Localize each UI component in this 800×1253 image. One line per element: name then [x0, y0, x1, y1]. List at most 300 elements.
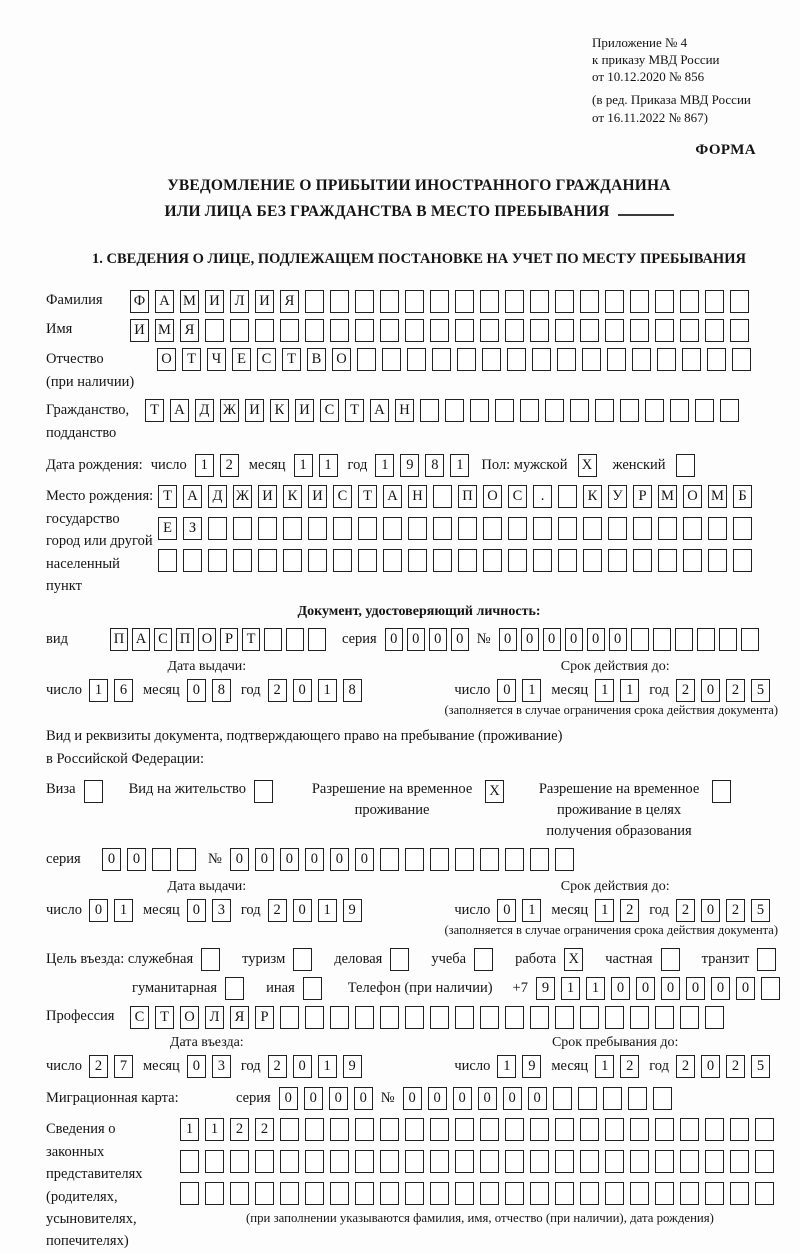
- char-box[interactable]: Ж: [233, 485, 252, 508]
- char-box[interactable]: Б: [733, 485, 752, 508]
- char-box[interactable]: З: [183, 517, 202, 540]
- char-box[interactable]: [333, 549, 352, 572]
- char-box[interactable]: [383, 549, 402, 572]
- char-box[interactable]: И: [255, 290, 274, 313]
- char-box[interactable]: [308, 549, 327, 572]
- visa-checkbox[interactable]: [84, 780, 103, 803]
- char-box[interactable]: 2: [89, 1055, 108, 1078]
- purpose-private-checkbox[interactable]: [661, 948, 680, 971]
- char-box[interactable]: [470, 399, 489, 422]
- char-box[interactable]: [582, 348, 601, 371]
- char-box[interactable]: [255, 1182, 274, 1205]
- char-box[interactable]: Л: [205, 1006, 224, 1029]
- char-box[interactable]: [430, 319, 449, 342]
- purpose-official-checkbox[interactable]: [201, 948, 220, 971]
- char-box[interactable]: [445, 399, 464, 422]
- char-box[interactable]: И: [205, 290, 224, 313]
- char-box[interactable]: [732, 348, 751, 371]
- char-box[interactable]: [520, 399, 539, 422]
- char-box[interactable]: [330, 290, 349, 313]
- char-box[interactable]: [205, 319, 224, 342]
- char-box[interactable]: [205, 1182, 224, 1205]
- char-box[interactable]: [430, 1118, 449, 1141]
- char-box[interactable]: [380, 1182, 399, 1205]
- char-box[interactable]: 0: [428, 1087, 447, 1110]
- char-box[interactable]: К: [270, 399, 289, 422]
- char-box[interactable]: [433, 517, 452, 540]
- char-box[interactable]: [455, 290, 474, 313]
- char-box[interactable]: [680, 1118, 699, 1141]
- char-box[interactable]: [283, 549, 302, 572]
- sex-female-checkbox[interactable]: [676, 454, 695, 477]
- char-box[interactable]: [533, 517, 552, 540]
- char-box[interactable]: [530, 319, 549, 342]
- char-box[interactable]: 2: [726, 899, 745, 922]
- char-box[interactable]: [358, 517, 377, 540]
- char-box[interactable]: [557, 348, 576, 371]
- char-box[interactable]: О: [683, 485, 702, 508]
- char-box[interactable]: 1: [595, 679, 614, 702]
- char-box[interactable]: 0: [587, 628, 605, 651]
- char-box[interactable]: С: [257, 348, 276, 371]
- char-box[interactable]: 5: [751, 899, 770, 922]
- char-box[interactable]: [480, 848, 499, 871]
- char-box[interactable]: 2: [726, 1055, 745, 1078]
- char-box[interactable]: 0: [293, 899, 312, 922]
- char-box[interactable]: 1: [586, 977, 605, 1000]
- char-box[interactable]: [258, 549, 277, 572]
- char-box[interactable]: [530, 290, 549, 313]
- char-box[interactable]: [433, 549, 452, 572]
- char-box[interactable]: М: [658, 485, 677, 508]
- char-box[interactable]: [233, 517, 252, 540]
- char-box[interactable]: [730, 1182, 749, 1205]
- char-box[interactable]: 0: [304, 1087, 323, 1110]
- char-box[interactable]: Ж: [220, 399, 239, 422]
- char-box[interactable]: [630, 319, 649, 342]
- char-box[interactable]: 1: [522, 899, 541, 922]
- char-box[interactable]: Р: [255, 1006, 274, 1029]
- char-box[interactable]: [730, 319, 749, 342]
- purpose-study-checkbox[interactable]: [474, 948, 493, 971]
- char-box[interactable]: [632, 348, 651, 371]
- char-box[interactable]: 0: [497, 899, 516, 922]
- char-box[interactable]: [605, 1150, 624, 1173]
- char-box[interactable]: [358, 549, 377, 572]
- char-box[interactable]: 0: [280, 848, 299, 871]
- char-box[interactable]: [380, 848, 399, 871]
- char-box[interactable]: [355, 1118, 374, 1141]
- char-box[interactable]: [405, 1150, 424, 1173]
- char-box[interactable]: 0: [701, 899, 720, 922]
- char-box[interactable]: 9: [343, 1055, 362, 1078]
- char-box[interactable]: [177, 848, 196, 871]
- char-box[interactable]: [555, 290, 574, 313]
- char-box[interactable]: [670, 399, 689, 422]
- purpose-transit-checkbox[interactable]: [757, 948, 776, 971]
- char-box[interactable]: Я: [280, 290, 299, 313]
- char-box[interactable]: [633, 517, 652, 540]
- char-box[interactable]: М: [708, 485, 727, 508]
- char-box[interactable]: [455, 1118, 474, 1141]
- char-box[interactable]: 3: [212, 899, 231, 922]
- char-box[interactable]: [420, 399, 439, 422]
- char-box[interactable]: 1: [318, 679, 337, 702]
- char-box[interactable]: [532, 348, 551, 371]
- char-box[interactable]: [655, 319, 674, 342]
- char-box[interactable]: 0: [701, 1055, 720, 1078]
- char-box[interactable]: [355, 1182, 374, 1205]
- char-box[interactable]: 5: [751, 1055, 770, 1078]
- char-box[interactable]: О: [332, 348, 351, 371]
- char-box[interactable]: [580, 1006, 599, 1029]
- char-box[interactable]: [633, 549, 652, 572]
- char-box[interactable]: [433, 485, 452, 508]
- char-box[interactable]: [308, 628, 326, 651]
- char-box[interactable]: [355, 290, 374, 313]
- char-box[interactable]: [480, 1150, 499, 1173]
- char-box[interactable]: 0: [609, 628, 627, 651]
- char-box[interactable]: А: [183, 485, 202, 508]
- char-box[interactable]: 1: [318, 1055, 337, 1078]
- char-box[interactable]: В: [307, 348, 326, 371]
- char-box[interactable]: С: [320, 399, 339, 422]
- char-box[interactable]: [283, 517, 302, 540]
- char-box[interactable]: 2: [676, 679, 695, 702]
- char-box[interactable]: [333, 517, 352, 540]
- char-box[interactable]: 2: [230, 1118, 249, 1141]
- char-box[interactable]: [408, 549, 427, 572]
- char-box[interactable]: [730, 290, 749, 313]
- char-box[interactable]: [505, 319, 524, 342]
- char-box[interactable]: 0: [711, 977, 730, 1000]
- char-box[interactable]: 0: [407, 628, 425, 651]
- char-box[interactable]: 2: [620, 899, 639, 922]
- char-box[interactable]: А: [155, 290, 174, 313]
- char-box[interactable]: [308, 517, 327, 540]
- char-box[interactable]: [380, 290, 399, 313]
- char-box[interactable]: [555, 319, 574, 342]
- char-box[interactable]: 1: [318, 899, 337, 922]
- purpose-work-checkbox[interactable]: X: [564, 948, 583, 971]
- char-box[interactable]: [733, 549, 752, 572]
- char-box[interactable]: [505, 848, 524, 871]
- char-box[interactable]: 5: [751, 679, 770, 702]
- char-box[interactable]: Е: [232, 348, 251, 371]
- char-box[interactable]: [555, 1182, 574, 1205]
- char-box[interactable]: Р: [220, 628, 238, 651]
- char-box[interactable]: [305, 1182, 324, 1205]
- char-box[interactable]: [458, 517, 477, 540]
- char-box[interactable]: [533, 549, 552, 572]
- char-box[interactable]: [570, 399, 589, 422]
- char-box[interactable]: [655, 1006, 674, 1029]
- char-box[interactable]: [505, 290, 524, 313]
- char-box[interactable]: 1: [450, 454, 469, 477]
- char-box[interactable]: [405, 1182, 424, 1205]
- char-box[interactable]: [405, 848, 424, 871]
- char-box[interactable]: 0: [611, 977, 630, 1000]
- char-box[interactable]: 0: [478, 1087, 497, 1110]
- char-box[interactable]: [507, 348, 526, 371]
- char-box[interactable]: [620, 399, 639, 422]
- char-box[interactable]: [408, 517, 427, 540]
- char-box[interactable]: 2: [268, 1055, 287, 1078]
- char-box[interactable]: [180, 1182, 199, 1205]
- char-box[interactable]: 2: [220, 454, 239, 477]
- char-box[interactable]: Ф: [130, 290, 149, 313]
- char-box[interactable]: 0: [354, 1087, 373, 1110]
- char-box[interactable]: [708, 517, 727, 540]
- char-box[interactable]: [630, 1150, 649, 1173]
- char-box[interactable]: [483, 549, 502, 572]
- char-box[interactable]: Т: [145, 399, 164, 422]
- char-box[interactable]: [355, 1150, 374, 1173]
- char-box[interactable]: 0: [528, 1087, 547, 1110]
- char-box[interactable]: [455, 1182, 474, 1205]
- char-box[interactable]: 0: [305, 848, 324, 871]
- char-box[interactable]: 2: [620, 1055, 639, 1078]
- char-box[interactable]: [286, 628, 304, 651]
- char-box[interactable]: [683, 517, 702, 540]
- char-box[interactable]: [705, 1182, 724, 1205]
- char-box[interactable]: С: [130, 1006, 149, 1029]
- char-box[interactable]: [555, 1118, 574, 1141]
- char-box[interactable]: [280, 1006, 299, 1029]
- char-box[interactable]: [695, 399, 714, 422]
- char-box[interactable]: [608, 549, 627, 572]
- char-box[interactable]: [380, 1150, 399, 1173]
- char-box[interactable]: [330, 1118, 349, 1141]
- char-box[interactable]: [430, 1150, 449, 1173]
- char-box[interactable]: [407, 348, 426, 371]
- char-box[interactable]: [330, 1150, 349, 1173]
- char-box[interactable]: [705, 1006, 724, 1029]
- char-box[interactable]: [657, 348, 676, 371]
- char-box[interactable]: [357, 348, 376, 371]
- char-box[interactable]: Т: [182, 348, 201, 371]
- char-box[interactable]: [583, 549, 602, 572]
- char-box[interactable]: Е: [158, 517, 177, 540]
- char-box[interactable]: [705, 1118, 724, 1141]
- char-box[interactable]: [655, 1118, 674, 1141]
- char-box[interactable]: [580, 319, 599, 342]
- char-box[interactable]: [152, 848, 171, 871]
- char-box[interactable]: 9: [536, 977, 555, 1000]
- char-box[interactable]: С: [154, 628, 172, 651]
- char-box[interactable]: [355, 1006, 374, 1029]
- char-box[interactable]: [580, 290, 599, 313]
- char-box[interactable]: 3: [212, 1055, 231, 1078]
- char-box[interactable]: [630, 1006, 649, 1029]
- char-box[interactable]: 1: [319, 454, 338, 477]
- char-box[interactable]: [455, 1150, 474, 1173]
- char-box[interactable]: [458, 549, 477, 572]
- char-box[interactable]: [305, 1118, 324, 1141]
- char-box[interactable]: [482, 348, 501, 371]
- char-box[interactable]: [603, 1087, 622, 1110]
- char-box[interactable]: [255, 1150, 274, 1173]
- char-box[interactable]: 8: [212, 679, 231, 702]
- char-box[interactable]: 8: [425, 454, 444, 477]
- char-box[interactable]: 0: [89, 899, 108, 922]
- char-box[interactable]: [707, 348, 726, 371]
- char-box[interactable]: Т: [358, 485, 377, 508]
- char-box[interactable]: О: [157, 348, 176, 371]
- char-box[interactable]: [741, 628, 759, 651]
- char-box[interactable]: [605, 1182, 624, 1205]
- char-box[interactable]: [719, 628, 737, 651]
- char-box[interactable]: [697, 628, 715, 651]
- char-box[interactable]: [680, 319, 699, 342]
- char-box[interactable]: [630, 1118, 649, 1141]
- char-box[interactable]: 0: [701, 679, 720, 702]
- char-box[interactable]: 1: [497, 1055, 516, 1078]
- char-box[interactable]: 9: [400, 454, 419, 477]
- char-box[interactable]: А: [383, 485, 402, 508]
- char-box[interactable]: [280, 1150, 299, 1173]
- char-box[interactable]: [605, 1006, 624, 1029]
- residence-permit-checkbox[interactable]: [254, 780, 273, 803]
- char-box[interactable]: 2: [255, 1118, 274, 1141]
- char-box[interactable]: [330, 1006, 349, 1029]
- char-box[interactable]: [558, 549, 577, 572]
- char-box[interactable]: 2: [268, 679, 287, 702]
- char-box[interactable]: [608, 517, 627, 540]
- char-box[interactable]: Ч: [207, 348, 226, 371]
- char-box[interactable]: [555, 1006, 574, 1029]
- char-box[interactable]: [355, 319, 374, 342]
- char-box[interactable]: [382, 348, 401, 371]
- char-box[interactable]: [530, 1182, 549, 1205]
- char-box[interactable]: [505, 1150, 524, 1173]
- char-box[interactable]: 0: [403, 1087, 422, 1110]
- char-box[interactable]: [630, 1182, 649, 1205]
- char-box[interactable]: 2: [676, 1055, 695, 1078]
- char-box[interactable]: [505, 1006, 524, 1029]
- char-box[interactable]: [705, 1150, 724, 1173]
- char-box[interactable]: 2: [676, 899, 695, 922]
- char-box[interactable]: 0: [661, 977, 680, 1000]
- char-box[interactable]: С: [508, 485, 527, 508]
- char-box[interactable]: Д: [195, 399, 214, 422]
- char-box[interactable]: [305, 290, 324, 313]
- char-box[interactable]: [628, 1087, 647, 1110]
- char-box[interactable]: 2: [726, 679, 745, 702]
- char-box[interactable]: [530, 1118, 549, 1141]
- char-box[interactable]: .: [533, 485, 552, 508]
- char-box[interactable]: [683, 549, 702, 572]
- char-box[interactable]: Т: [282, 348, 301, 371]
- char-box[interactable]: [708, 549, 727, 572]
- char-box[interactable]: [580, 1118, 599, 1141]
- char-box[interactable]: [605, 290, 624, 313]
- char-box[interactable]: [280, 1118, 299, 1141]
- char-box[interactable]: [558, 485, 577, 508]
- char-box[interactable]: 0: [451, 628, 469, 651]
- char-box[interactable]: 1: [522, 679, 541, 702]
- char-box[interactable]: [755, 1150, 774, 1173]
- char-box[interactable]: 1: [595, 899, 614, 922]
- char-box[interactable]: [675, 628, 693, 651]
- sex-male-checkbox[interactable]: X: [578, 454, 597, 477]
- char-box[interactable]: Д: [208, 485, 227, 508]
- char-box[interactable]: [653, 628, 671, 651]
- char-box[interactable]: [430, 1182, 449, 1205]
- char-box[interactable]: [705, 319, 724, 342]
- char-box[interactable]: [183, 549, 202, 572]
- char-box[interactable]: [230, 1150, 249, 1173]
- char-box[interactable]: [705, 290, 724, 313]
- char-box[interactable]: 8: [343, 679, 362, 702]
- char-box[interactable]: 1: [294, 454, 313, 477]
- char-box[interactable]: [255, 319, 274, 342]
- char-box[interactable]: [578, 1087, 597, 1110]
- char-box[interactable]: 0: [385, 628, 403, 651]
- char-box[interactable]: [208, 517, 227, 540]
- char-box[interactable]: 2: [268, 899, 287, 922]
- char-box[interactable]: [555, 1150, 574, 1173]
- char-box[interactable]: 0: [187, 679, 206, 702]
- char-box[interactable]: [455, 848, 474, 871]
- char-box[interactable]: [405, 319, 424, 342]
- char-box[interactable]: Т: [345, 399, 364, 422]
- char-box[interactable]: И: [130, 319, 149, 342]
- char-box[interactable]: 1: [561, 977, 580, 1000]
- char-box[interactable]: 1: [375, 454, 394, 477]
- char-box[interactable]: [530, 1006, 549, 1029]
- char-box[interactable]: [680, 1182, 699, 1205]
- char-box[interactable]: [555, 848, 574, 871]
- char-box[interactable]: [680, 1006, 699, 1029]
- char-box[interactable]: [258, 517, 277, 540]
- char-box[interactable]: П: [110, 628, 128, 651]
- char-box[interactable]: Л: [230, 290, 249, 313]
- char-box[interactable]: [505, 1182, 524, 1205]
- purpose-business-checkbox[interactable]: [390, 948, 409, 971]
- char-box[interactable]: [530, 1150, 549, 1173]
- char-box[interactable]: К: [583, 485, 602, 508]
- char-box[interactable]: [380, 319, 399, 342]
- char-box[interactable]: [645, 399, 664, 422]
- char-box[interactable]: 6: [114, 679, 133, 702]
- char-box[interactable]: И: [308, 485, 327, 508]
- char-box[interactable]: [755, 1182, 774, 1205]
- char-box[interactable]: [205, 1150, 224, 1173]
- char-box[interactable]: [430, 848, 449, 871]
- char-box[interactable]: [380, 1006, 399, 1029]
- char-box[interactable]: [405, 290, 424, 313]
- char-box[interactable]: 0: [499, 628, 517, 651]
- char-box[interactable]: [430, 290, 449, 313]
- char-box[interactable]: [655, 1182, 674, 1205]
- char-box[interactable]: [658, 517, 677, 540]
- char-box[interactable]: [480, 1182, 499, 1205]
- char-box[interactable]: [483, 517, 502, 540]
- char-box[interactable]: 1: [595, 1055, 614, 1078]
- char-box[interactable]: [480, 319, 499, 342]
- char-box[interactable]: [755, 1118, 774, 1141]
- char-box[interactable]: [480, 290, 499, 313]
- char-box[interactable]: 9: [343, 899, 362, 922]
- char-box[interactable]: 0: [565, 628, 583, 651]
- char-box[interactable]: 1: [89, 679, 108, 702]
- char-box[interactable]: [405, 1006, 424, 1029]
- char-box[interactable]: [480, 1006, 499, 1029]
- char-box[interactable]: У: [608, 485, 627, 508]
- char-box[interactable]: [605, 1118, 624, 1141]
- char-box[interactable]: [432, 348, 451, 371]
